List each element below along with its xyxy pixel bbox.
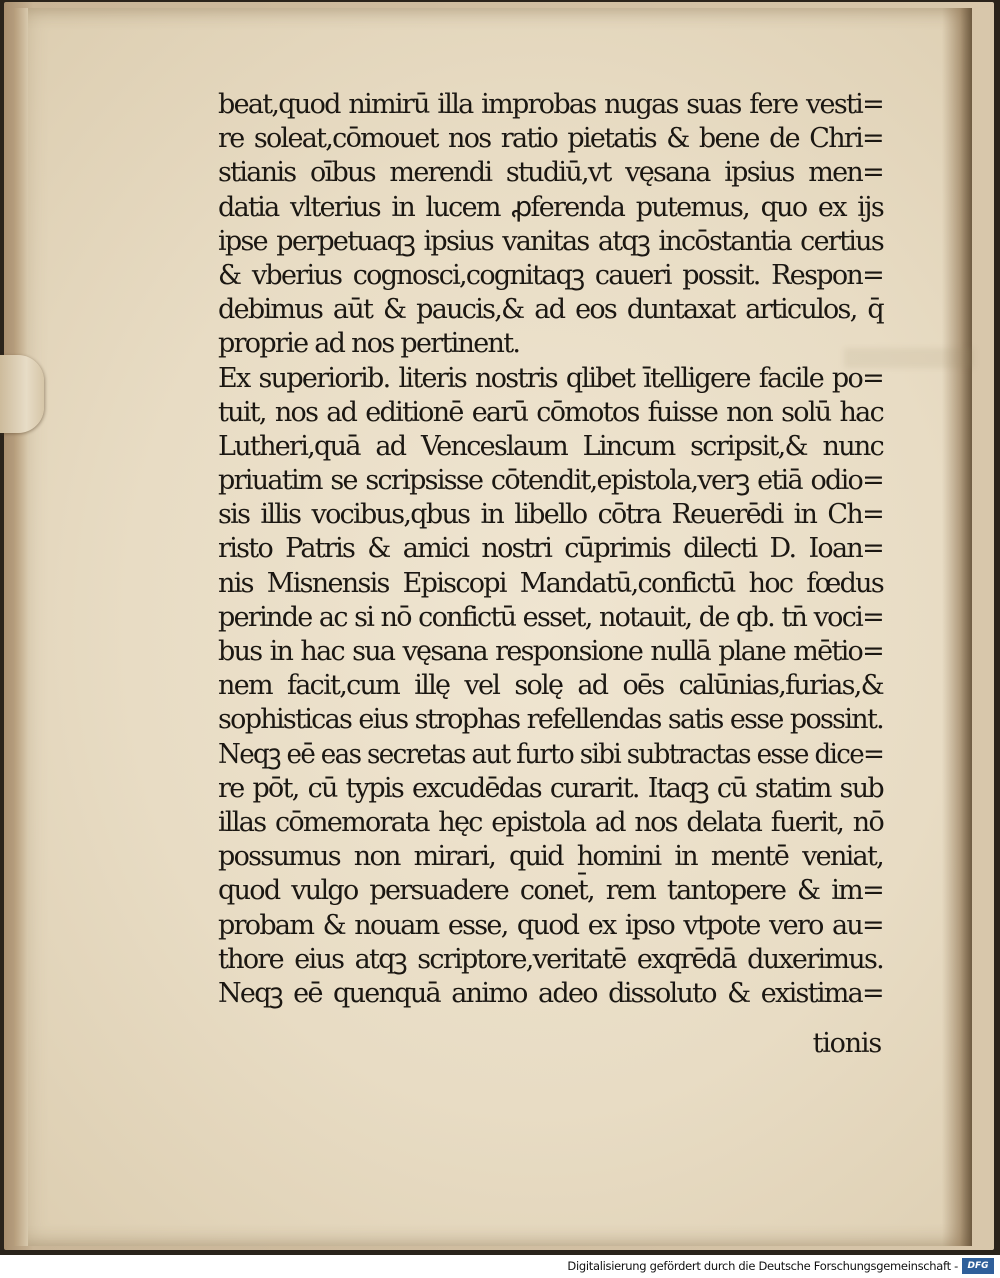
text-line: debimus aūt & paucis,& ad eos duntaxat articulos, q̄ [218,294,883,326]
text-line: beat,quod nimirū illa improbas nugas suas fere vesti= [218,89,883,120]
text-line: bus in hac sua vęsana responsione nullā plane mētio= [218,636,883,667]
text-line: Neqꝫ eē eas secretas aut furto sibi subtractas esse dice= [218,738,884,770]
text-line: probam & nouam esse, quod ex ipso vtpote vero au= [218,909,883,941]
text-line: risto Patris & amici nostri cūprimis dilecti D. Ioan= [218,533,883,565]
text-line: Lutheri,quā ad Venceslaum Lincum scripsit,& nunc [218,430,883,462]
funding-credit: Digitalisierung gefördert durch die Deutsche Forschungsgemeinschaft - [567,1259,958,1273]
page-tab-marker [0,355,44,433]
text-line: ipse perpetuaqꝫ ipsius vanitas atqꝫ incōstantia certius [218,225,883,257]
text-line: re soleat,cōmouet nos ratio pietatis & bene de Chri= [218,123,883,155]
text-line: & vberius cognosci,cognitaqꝫ caueri possit. Respon= [218,259,883,291]
text-line: sis illis vocibus,qbus in libello cōtra Reuerēdi in Ch= [218,499,883,531]
text-line: tuit, nos ad editionē earū cōmotos fuisse non solū hac [218,396,883,428]
text-line: nis Misnensis Episcopi Mandatū,confictū hoc fœdus [218,567,883,599]
dfg-logo: DFG [962,1258,994,1274]
text-line: illas cōmemorata hęc epistola ad nos delata fuerit, nō [218,806,883,838]
text-line: Ex superiorib. literis nostris qlibet ītelligere facile po= [218,362,883,394]
text-line: re pōt, cū typis excudēdas curarit. Itaqꝫ cū statim sub [218,772,883,804]
catchword: tionis [812,1028,881,1059]
text-line: datia vlterius in lucem ꝓferenda putemus, quo ex ijs [218,191,883,223]
text-line: perinde ac si nō confictū esset, notauit, de qb. tn̄ voci= [218,601,883,633]
text-line: thore eius atqꝫ scriptore,veritatē exqrēdā duxerimus. [218,943,883,975]
text-line: proprie ad nos pertinent. [218,328,520,360]
page-text-block [218,88,883,1011]
text-line: nem facit,cum illę vel solę ad oēs calūnias,furias,& [218,670,883,702]
text-line: sophisticas eius strophas refellendas satis esse possint. [218,704,883,736]
text-line: stianis oībus merendi studiū,vt vęsana ipsius men= [218,157,883,189]
page-left-edge [14,8,28,1246]
footer-bar [0,1255,1000,1278]
text-line: possumus non mirari, quid homini in mentē veniat, [218,841,883,873]
text-line: Neqꝫ eē quenquā animo adeo dissoluto & existima= [218,977,883,1009]
binding-gutter [942,8,972,1246]
text-line: quod vulgo persuadere conet̄, rem tantopere & im= [218,875,883,907]
text-line: priuatim se scripsisse cōtendit,epistola,verꝫ etiā odio= [218,465,883,497]
